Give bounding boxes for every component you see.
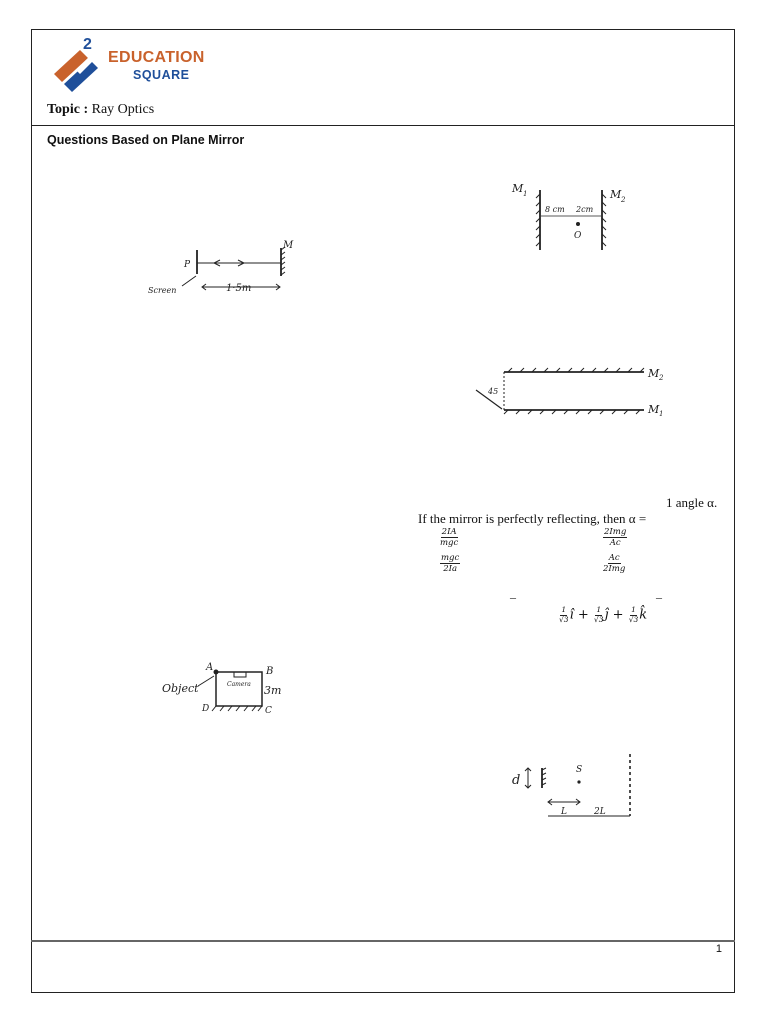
option-4-denominator: 2Img — [603, 564, 626, 574]
topic-label: Topic : — [47, 102, 89, 117]
plus-2: + — [612, 607, 624, 623]
figure-label-m2-sub: 2 — [659, 374, 664, 382]
coef-1: $\frac{1}{√3}$ — [559, 605, 569, 624]
k-hat: k̂ — [639, 607, 648, 623]
angle-line: 1 angle α. — [666, 495, 718, 510]
j-hat: ĵ — [604, 607, 609, 623]
figure-label-m2: M — [610, 188, 622, 201]
dash-left: – — [510, 590, 516, 604]
figure-room-camera — [158, 658, 293, 716]
figure-label-m2-sub: 2 — [621, 196, 626, 204]
option-3-numerator: mgc — [441, 553, 460, 563]
option-2-numerator: 2Img — [604, 527, 627, 537]
figure-label-d: D — [202, 704, 210, 714]
option-fraction-3 — [440, 553, 460, 574]
option-4-numerator: Ac — [608, 553, 620, 563]
figure-label-2cm: 2cm — [576, 205, 594, 214]
figure-label-distance: 1·5m — [226, 283, 252, 294]
figure-label-o: O — [574, 231, 582, 241]
brand-name-line2: SQUARE — [133, 68, 190, 82]
header-divider — [31, 125, 735, 126]
figure-label-b: B — [266, 666, 274, 677]
topic-line — [47, 102, 154, 118]
figure-label-c: C — [265, 706, 272, 716]
figure-label-s: S — [576, 765, 583, 775]
option-1-denominator: mgc — [440, 538, 459, 548]
section-heading: Questions Based on Plane Mirror — [47, 133, 245, 147]
figure-label-camera: Camera — [227, 681, 251, 688]
topic-value: Ray Optics — [91, 102, 155, 117]
figure-label-d: d — [512, 773, 521, 788]
option-3-denominator: 2Ia — [443, 564, 458, 574]
figure-source-slit — [506, 750, 638, 822]
figure-label-m1-sub: 1 — [523, 190, 528, 198]
figure-label-m1-sub: 1 — [659, 410, 664, 418]
figure-label-3m: 3m — [264, 684, 282, 697]
i-hat: î — [569, 607, 574, 623]
coef-2: $\frac{1}{√3}$ — [593, 605, 604, 624]
plus-1: + — [577, 607, 589, 623]
figure-label-m1: M — [512, 182, 524, 195]
figure-label-8cm: 8 cm — [545, 205, 565, 214]
figure-label-45: 45 — [488, 387, 499, 396]
figure-label-l: L — [561, 807, 567, 817]
option-fraction-4 — [603, 553, 625, 574]
reflecting-line: If the mirror is perfectly reflecting, then α = — [418, 511, 647, 526]
figure-label-2l: 2L — [594, 807, 606, 817]
page-number: 1 — [715, 943, 722, 955]
option-2-denominator: Ac — [609, 538, 621, 548]
coef-3: $\frac{1}{√3}$ — [628, 605, 639, 624]
figure-label-object: Object — [162, 682, 199, 695]
figure-label-m2: M — [648, 367, 660, 380]
unit-vector-expression — [558, 606, 647, 624]
footer-divider — [31, 940, 735, 942]
figure-label-a: A — [206, 662, 214, 673]
figure-screen-mirror — [140, 236, 300, 300]
option-1-numerator: 2IA — [441, 527, 457, 537]
figure-label-m: M — [283, 240, 294, 251]
brand-name-line1: EDUCATION — [108, 49, 205, 66]
option-fraction-2 — [603, 527, 627, 548]
figure-angled-mirrors — [468, 362, 678, 420]
figure-parallel-mirrors — [508, 180, 638, 256]
dash-right: – — [656, 590, 662, 604]
option-fraction-1 — [440, 527, 458, 548]
logo-superscript: 2 — [83, 36, 92, 53]
figure-label-p: P — [184, 260, 191, 270]
figure-label-m1: M — [648, 403, 660, 416]
figure-label-screen: Screen — [148, 286, 177, 295]
